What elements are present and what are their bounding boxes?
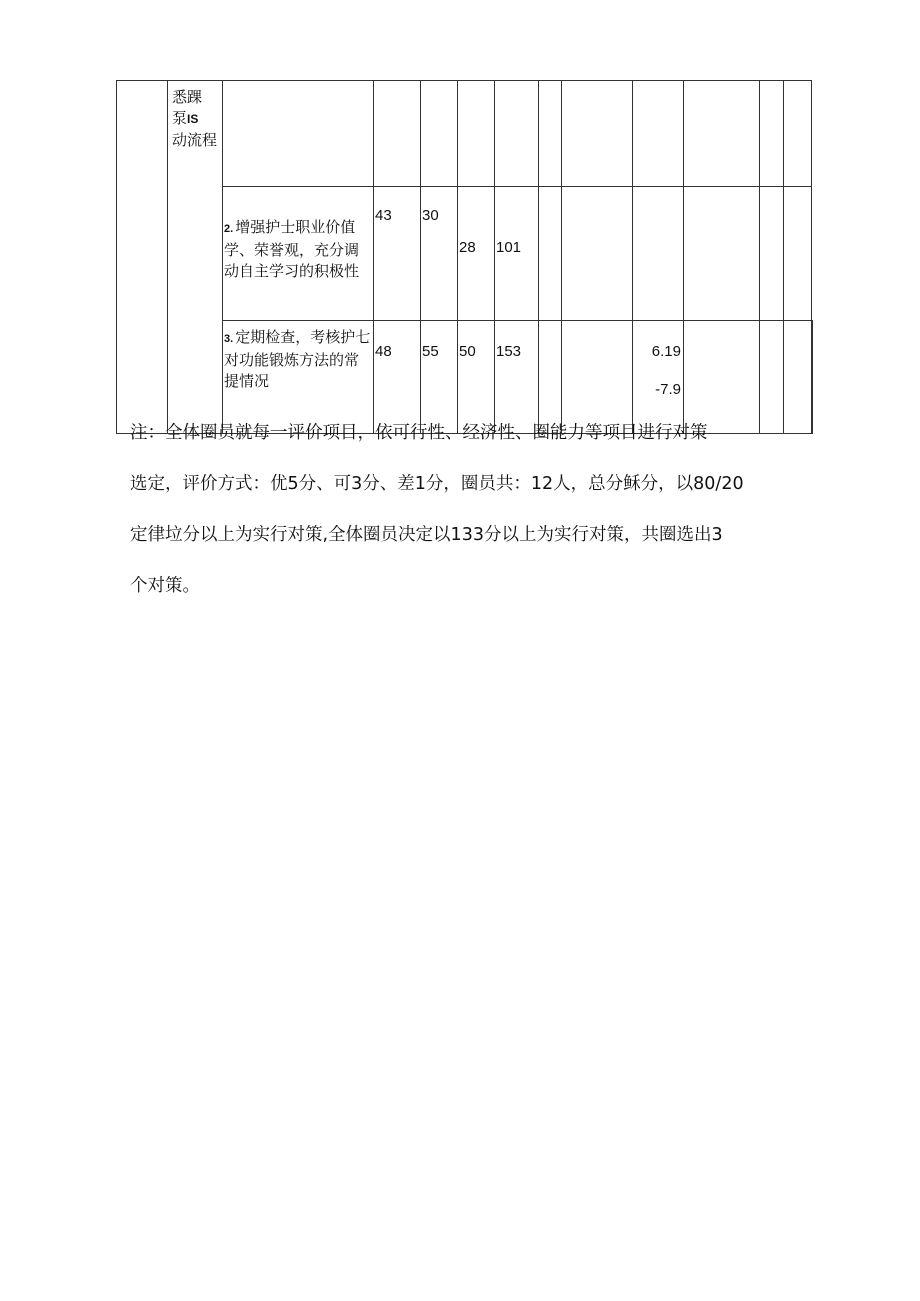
measure-line: 学、荣誉观，充分调 <box>224 241 360 259</box>
note-line: 定律垃分以上为实行对策,全体圈员决定以133分以上为实行对策，共圈选出3 <box>130 525 723 545</box>
table-cell <box>539 81 562 187</box>
score-value: 55 <box>422 343 439 360</box>
measure-line: 3. 定期检查，考核护七 <box>224 328 371 346</box>
score-value: 43 <box>375 207 392 224</box>
measure-line: 提情况 <box>224 372 270 390</box>
table-cell <box>760 81 784 187</box>
total-cell <box>495 81 539 187</box>
total-value: 101 <box>496 239 522 256</box>
countermeasure-selection-table <box>116 80 813 434</box>
score-cell <box>421 187 458 321</box>
table-cell <box>684 81 760 187</box>
table-cell <box>760 187 784 321</box>
table-row <box>117 81 813 187</box>
cell-value: -7.9 <box>655 381 681 398</box>
table-cell <box>562 81 633 187</box>
table-cell <box>784 81 812 187</box>
table-cell <box>784 187 812 321</box>
topic-line: 泵IS <box>172 109 199 127</box>
table-cell <box>633 81 684 187</box>
measure-line: 2. 增强护士职业价值 <box>224 218 356 236</box>
note-line: 选定，评价方式：优5分、可3分、差1分，圈员共：12人，总分稣分，以80/20 <box>130 474 744 494</box>
topic-line: 动流程 <box>172 131 218 149</box>
topic-cell <box>168 81 223 434</box>
cell-value: 6.19 <box>651 343 681 360</box>
measure-cell <box>223 81 374 187</box>
score-cell <box>374 187 421 321</box>
score-cell <box>374 81 421 187</box>
measure-cell <box>223 187 374 321</box>
note-paragraph <box>130 408 830 612</box>
total-value: 153 <box>496 343 522 360</box>
score-cell <box>421 81 458 187</box>
table-cell <box>684 187 760 321</box>
score-value: 50 <box>459 343 476 360</box>
score-cell <box>458 81 495 187</box>
note-line: 个对策。 <box>130 576 200 596</box>
table-cell <box>539 187 562 321</box>
measure-line: 对功能锻炼方法的常 <box>224 351 360 369</box>
score-cell <box>458 187 495 321</box>
table-cell <box>117 81 168 434</box>
measure-line: 动自主学习的积极性 <box>224 262 360 280</box>
score-value: 48 <box>375 343 392 360</box>
score-value: 30 <box>422 207 439 224</box>
note-line: 注：全体圈员就每一评价项目，依可行性、经济性、圈能力等项目进行对策 <box>130 423 708 443</box>
table-cell <box>633 187 684 321</box>
total-cell <box>495 187 539 321</box>
score-value: 28 <box>459 239 476 256</box>
topic-line: 悉踝 <box>172 88 203 106</box>
table-cell <box>562 187 633 321</box>
